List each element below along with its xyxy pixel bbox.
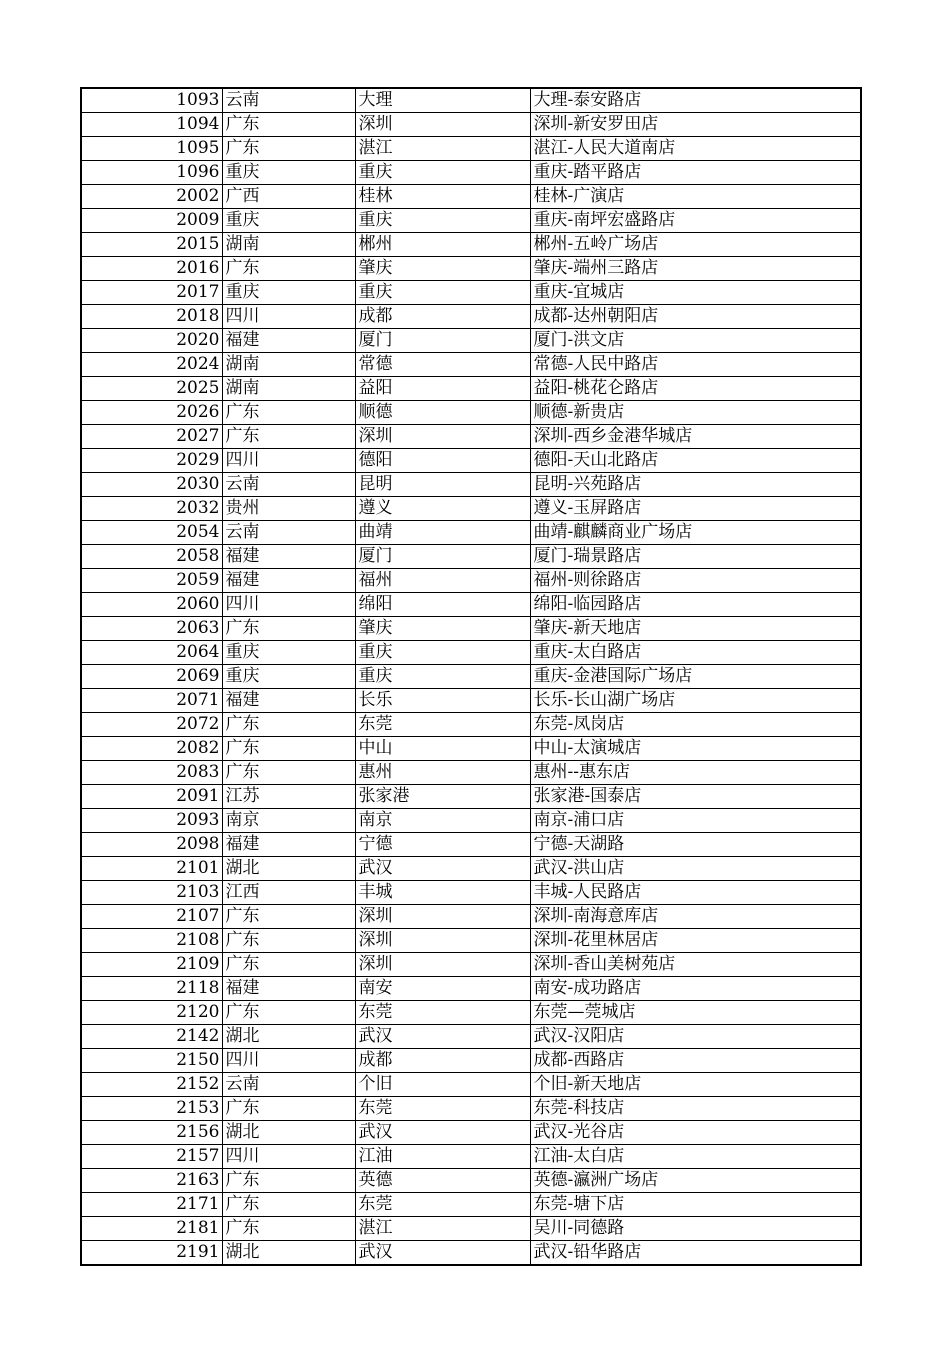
- store-name-cell: 深圳-南海意库店: [530, 905, 861, 929]
- store-name-cell: 大理-泰安路店: [530, 88, 861, 113]
- store-name-cell: 个旧-新天地店: [530, 1073, 861, 1097]
- city-cell: 肇庆: [355, 617, 530, 641]
- table-row: [81, 1217, 861, 1241]
- store-id-cell: 2101: [81, 857, 222, 881]
- store-id-cell: 1094: [81, 113, 222, 137]
- store-id-cell: 1093: [81, 88, 222, 113]
- city-cell: 武汉: [355, 1241, 530, 1266]
- store-name-cell: 中山-太演城店: [530, 737, 861, 761]
- province-cell: 广东: [222, 401, 355, 425]
- store-id-cell: 2072: [81, 713, 222, 737]
- city-cell: 重庆: [355, 281, 530, 305]
- table-row: [81, 209, 861, 233]
- city-cell: 深圳: [355, 905, 530, 929]
- store-name-cell: 吴川-同德路: [530, 1217, 861, 1241]
- city-cell: 德阳: [355, 449, 530, 473]
- table-row: [81, 377, 861, 401]
- store-id-cell: 2091: [81, 785, 222, 809]
- store-id-cell: 2018: [81, 305, 222, 329]
- store-name-cell: 武汉-光谷店: [530, 1121, 861, 1145]
- province-cell: 广东: [222, 1169, 355, 1193]
- table-row: [81, 1145, 861, 1169]
- province-cell: 云南: [222, 521, 355, 545]
- store-name-cell: 东莞—莞城店: [530, 1001, 861, 1025]
- store-id-cell: 2060: [81, 593, 222, 617]
- city-cell: 东莞: [355, 1097, 530, 1121]
- city-cell: 英德: [355, 1169, 530, 1193]
- store-id-cell: 2109: [81, 953, 222, 977]
- table-row: [81, 1025, 861, 1049]
- city-cell: 个旧: [355, 1073, 530, 1097]
- store-id-cell: 2015: [81, 233, 222, 257]
- table-row: [81, 113, 861, 137]
- store-id-cell: 2064: [81, 641, 222, 665]
- province-cell: 广东: [222, 617, 355, 641]
- province-cell: 贵州: [222, 497, 355, 521]
- store-name-cell: 深圳-香山美树苑店: [530, 953, 861, 977]
- city-cell: 成都: [355, 1049, 530, 1073]
- city-cell: 深圳: [355, 113, 530, 137]
- city-cell: 常德: [355, 353, 530, 377]
- store-id-cell: 2020: [81, 329, 222, 353]
- province-cell: 湖南: [222, 377, 355, 401]
- store-id-cell: 2107: [81, 905, 222, 929]
- store-name-cell: 南京-浦口店: [530, 809, 861, 833]
- store-name-cell: 顺德-新贵店: [530, 401, 861, 425]
- table-row: [81, 497, 861, 521]
- table-row: [81, 617, 861, 641]
- city-cell: 重庆: [355, 641, 530, 665]
- store-name-cell: 重庆-南坪宏盛路店: [530, 209, 861, 233]
- store-name-cell: 武汉-洪山店: [530, 857, 861, 881]
- store-name-cell: 东莞-科技店: [530, 1097, 861, 1121]
- store-name-cell: 常德-人民中路店: [530, 353, 861, 377]
- store-id-cell: 2063: [81, 617, 222, 641]
- store-id-cell: 2156: [81, 1121, 222, 1145]
- province-cell: 广东: [222, 737, 355, 761]
- table-row: [81, 521, 861, 545]
- store-id-cell: 1095: [81, 137, 222, 161]
- store-id-cell: 2009: [81, 209, 222, 233]
- store-name-cell: 昆明-兴苑路店: [530, 473, 861, 497]
- province-cell: 广东: [222, 257, 355, 281]
- store-name-cell: 遵义-玉屏路店: [530, 497, 861, 521]
- store-id-cell: 2191: [81, 1241, 222, 1266]
- province-cell: 湖北: [222, 1121, 355, 1145]
- store-name-cell: 重庆-踏平路店: [530, 161, 861, 185]
- table-row: [81, 569, 861, 593]
- table-row: [81, 161, 861, 185]
- province-cell: 广东: [222, 761, 355, 785]
- table-row: [81, 809, 861, 833]
- store-name-cell: 成都-西路店: [530, 1049, 861, 1073]
- table-row: [81, 593, 861, 617]
- store-id-cell: 2002: [81, 185, 222, 209]
- table-row: [81, 137, 861, 161]
- store-name-cell: 深圳-西乡金港华城店: [530, 425, 861, 449]
- city-cell: 重庆: [355, 665, 530, 689]
- city-cell: 益阳: [355, 377, 530, 401]
- store-id-cell: 2027: [81, 425, 222, 449]
- province-cell: 南京: [222, 809, 355, 833]
- store-name-cell: 武汉-铅华路店: [533, 1242, 642, 1262]
- table-row: [81, 1193, 861, 1217]
- store-name-cell: 长乐-长山湖广场店: [530, 689, 861, 713]
- table-row: [81, 545, 861, 569]
- table-row: [81, 1169, 861, 1193]
- city-cell: 重庆: [355, 209, 530, 233]
- store-table: [80, 87, 862, 1266]
- table-row: [81, 353, 861, 377]
- store-name-cell: 张家港-国泰店: [530, 785, 861, 809]
- city-cell: 昆明: [355, 473, 530, 497]
- store-id-cell: 2059: [81, 569, 222, 593]
- province-cell: 广东: [222, 113, 355, 137]
- city-cell: 福州: [355, 569, 530, 593]
- store-name-cell: 东莞-塘下店: [530, 1193, 861, 1217]
- table-row: [81, 401, 861, 425]
- store-name-cell: 江油-太白店: [530, 1145, 861, 1169]
- store-id-cell: 2016: [81, 257, 222, 281]
- city-cell: 绵阳: [355, 593, 530, 617]
- table-row: [81, 305, 861, 329]
- table-row: [81, 689, 861, 713]
- store-id-cell: 2153: [81, 1097, 222, 1121]
- city-cell: 武汉: [355, 1025, 530, 1049]
- province-cell: 广东: [222, 425, 355, 449]
- store-name-cell: 武汉-汉阳店: [530, 1025, 861, 1049]
- province-cell: 广东: [222, 905, 355, 929]
- city-cell: 湛江: [355, 1217, 530, 1241]
- table-row: [81, 929, 861, 953]
- store-name-cell: 惠州--惠东店: [530, 761, 861, 785]
- city-cell: 厦门: [355, 329, 530, 353]
- table-row: [81, 905, 861, 929]
- city-cell: 东莞: [355, 1001, 530, 1025]
- province-cell: 广东: [222, 1001, 355, 1025]
- table-row: [81, 833, 861, 857]
- store-id-cell: 2026: [81, 401, 222, 425]
- table-row: [81, 473, 861, 497]
- store-id-cell: 2030: [81, 473, 222, 497]
- table-row: [81, 953, 861, 977]
- table-row: [81, 449, 861, 473]
- province-cell: 福建: [222, 329, 355, 353]
- city-cell: 大理: [355, 88, 530, 113]
- store-id-cell: 2171: [81, 1193, 222, 1217]
- store-name-cell: 肇庆-新天地店: [530, 617, 861, 641]
- store-id-cell: 2108: [81, 929, 222, 953]
- store-id-cell: 1096: [81, 161, 222, 185]
- store-id-cell: 2024: [81, 353, 222, 377]
- city-cell: 南京: [355, 809, 530, 833]
- province-cell: 广西: [222, 185, 355, 209]
- store-name-cell: 厦门-瑞景路店: [530, 545, 861, 569]
- table-row: [81, 1097, 861, 1121]
- store-id-cell: 2152: [81, 1073, 222, 1097]
- province-cell: 福建: [222, 833, 355, 857]
- table-row: [81, 329, 861, 353]
- table-row: [81, 425, 861, 449]
- city-cell: 张家港: [355, 785, 530, 809]
- table-row: [81, 257, 861, 281]
- store-name-cell: 肇庆-端州三路店: [530, 257, 861, 281]
- province-cell: 云南: [222, 88, 355, 113]
- province-cell: 四川: [222, 1145, 355, 1169]
- city-cell: 长乐: [355, 689, 530, 713]
- city-cell: 东莞: [355, 1193, 530, 1217]
- store-name-cell: 重庆-太白路店: [530, 641, 861, 665]
- store-id-cell: 2054: [81, 521, 222, 545]
- store-table-body: [81, 88, 861, 1265]
- province-cell: 江苏: [222, 785, 355, 809]
- table-row: [81, 1049, 861, 1073]
- province-cell: 四川: [222, 449, 355, 473]
- province-cell: 四川: [222, 305, 355, 329]
- province-cell: 湖北: [222, 857, 355, 881]
- store-id-cell: 2118: [81, 977, 222, 1001]
- store-name-cell: 重庆-宜城店: [530, 281, 861, 305]
- table-row: [81, 785, 861, 809]
- city-cell: 郴州: [355, 233, 530, 257]
- city-cell: 桂林: [355, 185, 530, 209]
- province-cell: 福建: [222, 545, 355, 569]
- store-id-cell: 2025: [81, 377, 222, 401]
- store-name-cell: 德阳-天山北路店: [530, 449, 861, 473]
- store-id-cell: 2029: [81, 449, 222, 473]
- province-cell: 湖南: [222, 353, 355, 377]
- store-name-cell: 东莞-凤岗店: [530, 713, 861, 737]
- city-cell: 肇庆: [355, 257, 530, 281]
- store-name-cell: 宁德-天湖路: [530, 833, 861, 857]
- city-cell: 曲靖: [355, 521, 530, 545]
- store-name-cell: 深圳-新安罗田店: [530, 113, 861, 137]
- table-row: [81, 1121, 861, 1145]
- city-cell: 深圳: [355, 953, 530, 977]
- city-cell: 东莞: [355, 713, 530, 737]
- city-cell: 惠州: [355, 761, 530, 785]
- city-cell: 遵义: [355, 497, 530, 521]
- store-id-cell: 2082: [81, 737, 222, 761]
- store-name-cell: 深圳-花里林居店: [530, 929, 861, 953]
- store-id-cell: 2150: [81, 1049, 222, 1073]
- city-cell: 宁德: [355, 833, 530, 857]
- province-cell: 广东: [222, 929, 355, 953]
- province-cell: 云南: [222, 1073, 355, 1097]
- store-name-cell: 湛江-人民大道南店: [530, 137, 861, 161]
- table-row: [81, 185, 861, 209]
- province-cell: 湖北: [222, 1241, 355, 1266]
- table-row: [81, 1241, 861, 1266]
- store-name-cell: 郴州-五岭广场店: [530, 233, 861, 257]
- city-cell: 顺德: [355, 401, 530, 425]
- city-cell: 丰城: [355, 881, 530, 905]
- province-cell: 广东: [222, 953, 355, 977]
- province-cell: 湖南: [222, 233, 355, 257]
- table-row: [81, 281, 861, 305]
- province-cell: 重庆: [222, 281, 355, 305]
- store-id-cell: 2157: [81, 1145, 222, 1169]
- table-row: [81, 761, 861, 785]
- store-name-cell: 曲靖-麒麟商业广场店: [530, 521, 861, 545]
- store-name-cell: 重庆-金港国际广场店: [530, 665, 861, 689]
- store-id-cell: 2163: [81, 1169, 222, 1193]
- store-id-cell: 2071: [81, 689, 222, 713]
- store-name-cell: 绵阳-临园路店: [530, 593, 861, 617]
- city-cell: 中山: [355, 737, 530, 761]
- store-name-cell: 桂林-广演店: [530, 185, 861, 209]
- city-cell: 重庆: [355, 161, 530, 185]
- province-cell: 云南: [222, 473, 355, 497]
- province-cell: 广东: [222, 1193, 355, 1217]
- table-row: [81, 977, 861, 1001]
- store-id-cell: 2069: [81, 665, 222, 689]
- store-name-cell: 厦门-洪文店: [530, 329, 861, 353]
- province-cell: 福建: [222, 689, 355, 713]
- city-cell: 厦门: [355, 545, 530, 569]
- store-name-cell: 南安-成功路店: [530, 977, 861, 1001]
- province-cell: 重庆: [222, 209, 355, 233]
- province-cell: 广东: [222, 1097, 355, 1121]
- city-cell: 深圳: [355, 929, 530, 953]
- table-row: [81, 641, 861, 665]
- store-id-cell: 2098: [81, 833, 222, 857]
- store-name-cell: 成都-达州朝阳店: [530, 305, 861, 329]
- city-cell: 深圳: [355, 425, 530, 449]
- store-id-cell: 2103: [81, 881, 222, 905]
- province-cell: 广东: [222, 1217, 355, 1241]
- store-id-cell: 2017: [81, 281, 222, 305]
- table-row: [81, 713, 861, 737]
- store-id-cell: 2032: [81, 497, 222, 521]
- table-row: [81, 665, 861, 689]
- province-cell: 重庆: [222, 641, 355, 665]
- province-cell: 广东: [222, 713, 355, 737]
- store-id-cell: 2181: [81, 1217, 222, 1241]
- city-cell: 南安: [355, 977, 530, 1001]
- province-cell: 四川: [222, 1049, 355, 1073]
- table-row: [81, 857, 861, 881]
- province-cell: 福建: [222, 977, 355, 1001]
- province-cell: 四川: [222, 593, 355, 617]
- province-cell: 广东: [222, 137, 355, 161]
- store-id-cell: 2120: [81, 1001, 222, 1025]
- city-cell: 成都: [355, 305, 530, 329]
- table-row: [81, 881, 861, 905]
- store-id-cell: 2058: [81, 545, 222, 569]
- province-cell: 重庆: [222, 161, 355, 185]
- city-cell: 江油: [355, 1145, 530, 1169]
- store-name-cell: 福州-则徐路店: [530, 569, 861, 593]
- table-row: [81, 737, 861, 761]
- table-row: [81, 1001, 861, 1025]
- store-name-cell: 英德-瀛洲广场店: [530, 1169, 861, 1193]
- store-id-cell: 2083: [81, 761, 222, 785]
- table-row: [81, 1073, 861, 1097]
- table-row: [81, 88, 861, 113]
- province-cell: 湖北: [222, 1025, 355, 1049]
- city-cell: 武汉: [355, 857, 530, 881]
- province-cell: 江西: [222, 881, 355, 905]
- store-name-cell: 益阳-桃花仑路店: [530, 377, 861, 401]
- province-cell: 重庆: [222, 665, 355, 689]
- table-row: [81, 233, 861, 257]
- store-name-cell: 丰城-人民路店: [530, 881, 861, 905]
- city-cell: 湛江: [355, 137, 530, 161]
- city-cell: 武汉: [355, 1121, 530, 1145]
- province-cell: 福建: [222, 569, 355, 593]
- store-id-cell: 2093: [81, 809, 222, 833]
- store-id-cell: 2142: [81, 1025, 222, 1049]
